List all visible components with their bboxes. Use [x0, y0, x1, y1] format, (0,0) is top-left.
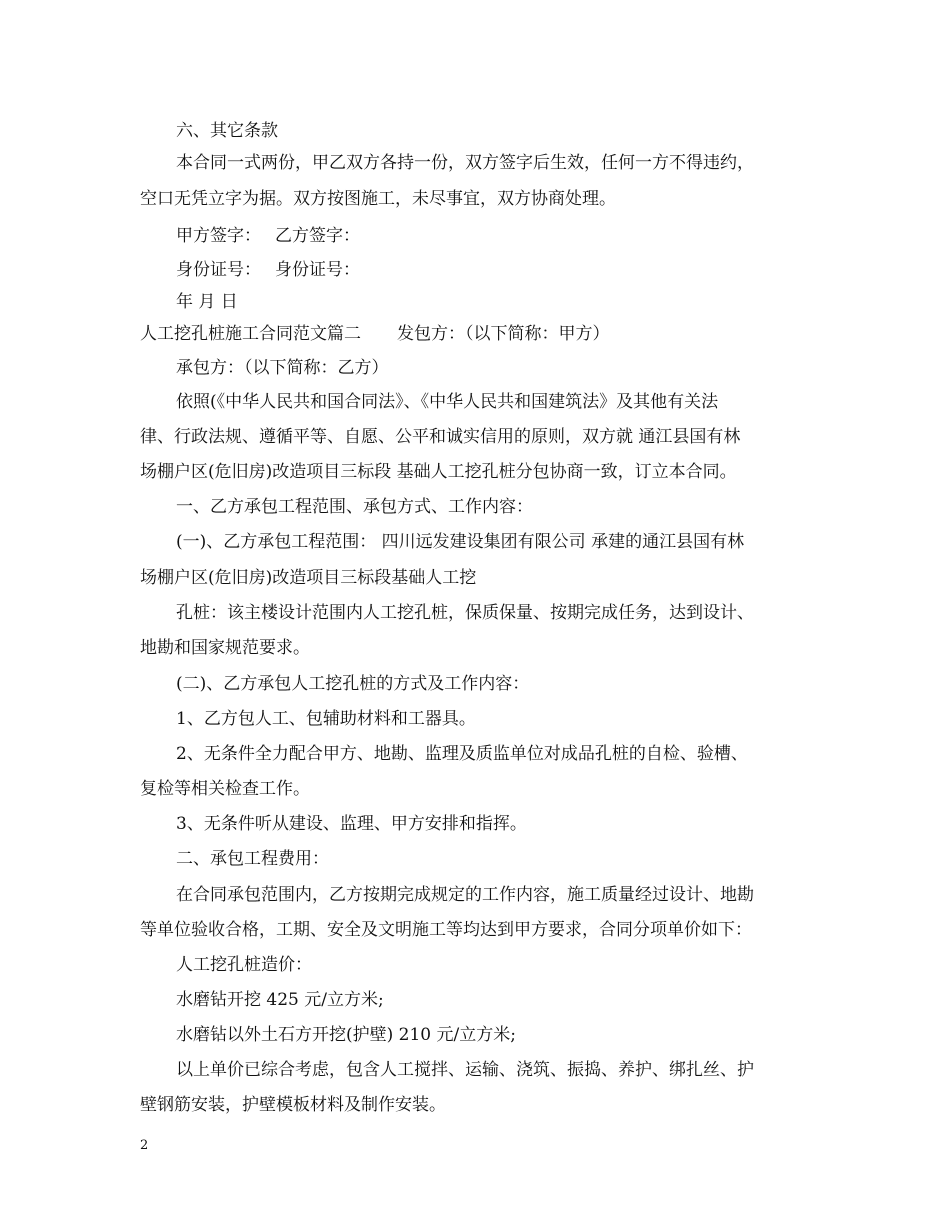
paragraph-line: 地勘和国家规范要求。 — [140, 638, 310, 658]
paragraph-line: 在合同承包范围内，乙方按期完成规定的工作内容，施工质量经过设计、地勘 — [176, 885, 754, 905]
section-heading-fees: 二、承包工程费用： — [176, 849, 329, 869]
section-heading-scope: 一、乙方承包工程范围、承包方式、工作内容： — [176, 497, 533, 517]
contract-title: 人工挖孔桩施工合同范文篇二 — [140, 324, 361, 344]
paragraph-line: 场棚户区(危旧房)改造项目三标段基础人工挖 — [140, 568, 477, 588]
contractor-label: 承包方：（以下简称：乙方） — [176, 358, 389, 378]
party-a-id-label: 身份证号： — [176, 260, 261, 280]
party-a-signature-label: 甲方签字： — [176, 226, 261, 246]
list-item: 3、无条件听从建设、监理、甲方安排和指挥。 — [176, 814, 527, 834]
paragraph-line: 人工挖孔桩造价： — [176, 955, 312, 975]
contract-title-line — [140, 323, 820, 345]
employer-label: 发包方：（以下简称：甲方） — [397, 324, 610, 344]
paragraph-line: 律、行政法规、遵循平等、自愿、公平和诚实信用的原则，双方就 通江县国有林 — [140, 427, 741, 447]
price-item: 水磨钻开挖 425 元/立方米; — [176, 990, 384, 1010]
paragraph-line: 等单位验收合格，工期、安全及文明施工等均达到甲方要求，合同分项单价如下： — [140, 920, 752, 940]
id-number-line — [176, 259, 820, 281]
price-item: 水磨钻以外土石方开挖(护壁) 210 元/立方米; — [176, 1025, 516, 1045]
list-item: 2、无条件全力配合甲方、地勘、监理及质监单位对成品孔桩的自检、验槽、 — [176, 744, 748, 764]
signature-line — [176, 225, 820, 247]
section-heading-other-terms: 六、其它条款 — [176, 121, 278, 141]
paragraph-line: (一)、乙方承包工程范围： 四川远发建设集团有限公司 承建的通江县国有林 — [176, 532, 745, 552]
paragraph-line: 本合同一式两份，甲乙双方各持一份，双方签字后生效，任何一方不得违约， — [176, 153, 754, 173]
party-b-signature-label: 乙方签字： — [275, 226, 360, 246]
party-b-id-label: 身份证号： — [275, 260, 360, 280]
subsection-heading-method: (二)、乙方承包人工挖孔桩的方式及工作内容： — [176, 674, 530, 694]
page-number: 2 — [140, 1138, 149, 1153]
paragraph-line: 以上单价已综合考虑，包含人工搅拌、运输、浇筑、振捣、养护、绑扎丝、护 — [176, 1060, 754, 1080]
list-item: 1、乙方包人工、包辅助材料和工器具。 — [176, 709, 476, 729]
paragraph-line: 场棚户区(危旧房)改造项目三标段 基础人工挖孔桩分包协商一致，订立本合同。 — [140, 462, 737, 482]
paragraph-line: 空口无凭立字为据。双方按图施工，未尽事宜，双方协商处理。 — [140, 189, 616, 209]
date-line: 年 月 日 — [176, 292, 238, 312]
paragraph-line: 壁钢筋安装，护壁模板材料及制作安装。 — [140, 1095, 446, 1115]
paragraph-line: 复检等相关检查工作。 — [140, 779, 310, 799]
paragraph-line: 依照(《中华人民共和国合同法》、《中华人民共和国建筑法》及其他有关法 — [176, 392, 719, 412]
paragraph-line: 孔桩：该主楼设计范围内人工挖孔桩，保质保量、按期完成任务，达到设计、 — [176, 603, 754, 623]
